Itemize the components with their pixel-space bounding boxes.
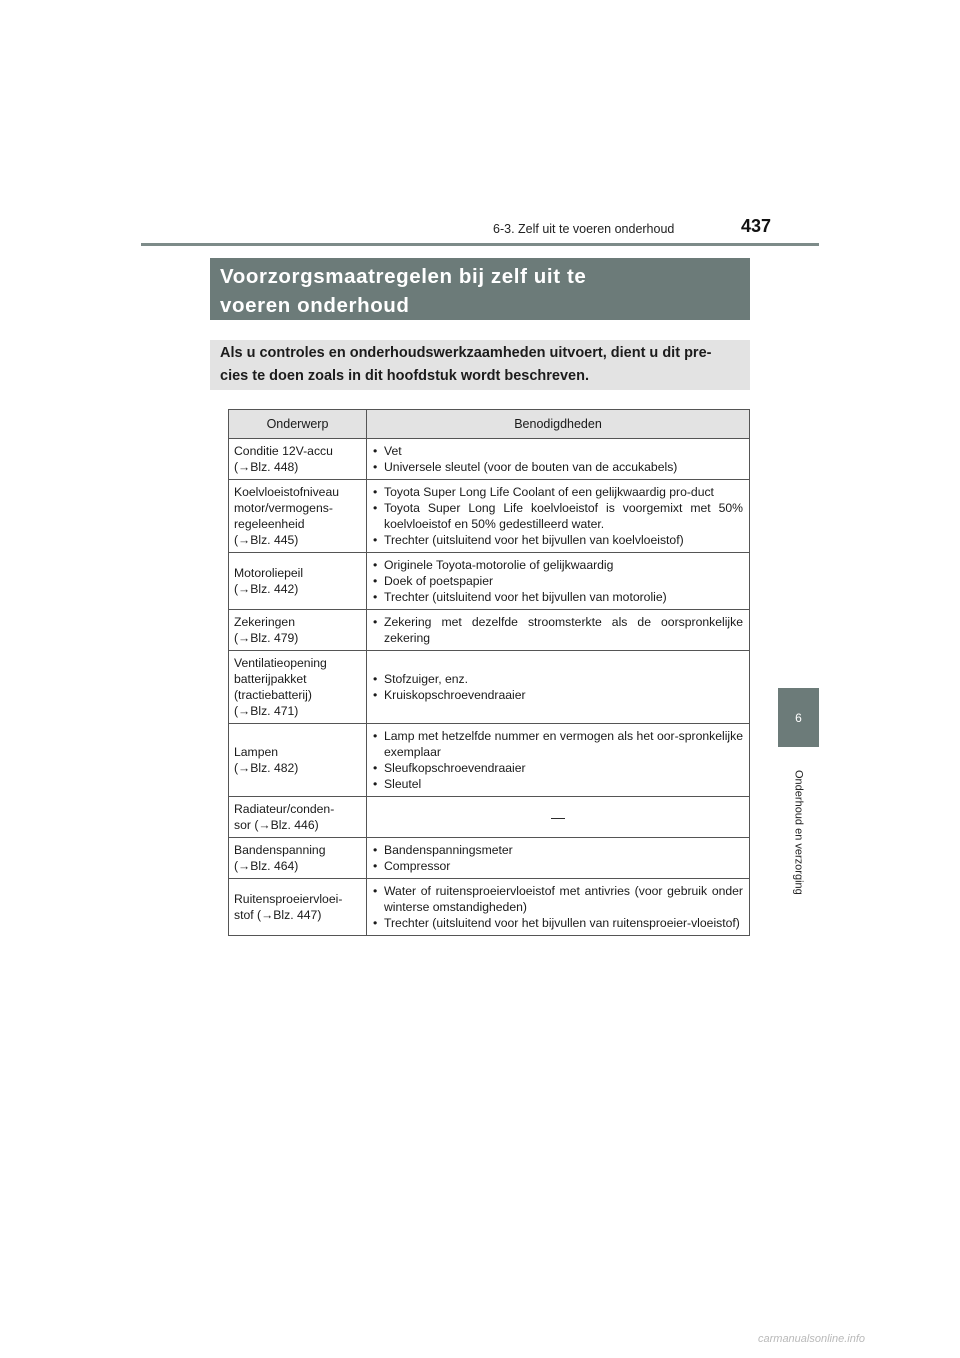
requirements-list [373,557,743,605]
chapter-label-text: Onderhoud en verzorging [792,769,805,895]
watermark: carmanualsonline.info [758,1333,866,1345]
list-item: • Toyota Super Long Life koelvloeistof is voorgemixt met 50% koelvloeistof en 50% gedestilleerd water. [373,500,743,532]
list-item: • Kruiskopschroevendraaier [373,687,743,703]
table-row [229,439,750,480]
requirements-list [373,842,743,874]
requirements-cell [367,724,750,797]
requirements-cell [367,480,750,553]
subject-line: (→Blz. 479) [234,631,299,645]
list-item: • Sleutel [373,776,743,792]
subject-line: Lampen [234,745,279,759]
requirements-list [373,883,743,931]
list-item: • Bandenspanningsmeter [373,842,743,858]
table-row [229,797,750,838]
list-item: • Trechter (uitsluitend voor het bijvullen van ruitensproeier-vloeistof) [373,915,743,931]
chapter-number: 6 [795,710,802,725]
intro-line: Als u controles en onderhoudswerkzaamheden uitvoert, dient u dit pre- [220,345,712,361]
subject-line: sor (→Blz. 446) [234,818,319,832]
column-header-subject: Onderwerp [229,410,367,439]
requirements-list [373,443,743,475]
subject-line: Bandenspanning [234,843,326,857]
requirements-cell [367,553,750,610]
chapter-tab [778,688,819,747]
requirements-cell [367,610,750,651]
subject-cell [229,610,367,651]
table-row [229,879,750,936]
table-row [229,480,750,553]
requirements-cell [367,439,750,480]
not-applicable-mark: — [551,808,565,825]
list-item: • Trechter (uitsluitend voor het bijvullen van motorolie) [373,589,743,605]
requirements-cell [367,651,750,724]
header-divider [141,243,819,246]
subject-line: motor/vermogens- [234,501,333,515]
table-row [229,553,750,610]
list-item: • Universele sleutel (voor de bouten van de accukabels) [373,459,743,475]
list-item: • Compressor [373,858,743,874]
subject-cell [229,439,367,480]
subject-line: (tractiebatterij) [234,688,312,702]
list-item: • Sleufkopschroevendraaier [373,760,743,776]
section-title-line: voeren onderhoud [220,294,410,317]
requirements-list [373,484,743,548]
subject-cell [229,797,367,838]
table-row [229,651,750,724]
requirements-list [373,614,743,646]
list-item: • Toyota Super Long Life Coolant of een gelijkwaardig pro-duct [373,484,743,500]
table-row [229,838,750,879]
subject-cell [229,480,367,553]
subject-line: batterijpakket [234,672,307,686]
subject-line: Ruitensproeiervloei- [234,892,343,906]
subject-line: (→Blz. 445) [234,533,299,547]
table-header-row [229,410,750,439]
list-item: • Zekering met dezelfde stroomsterkte als de oorspronkelijke zekering [373,614,743,646]
subject-cell [229,879,367,936]
table-row [229,724,750,797]
subject-line: (→Blz. 442) [234,582,299,596]
section-title [210,258,750,320]
requirements-cell [367,797,750,838]
running-header-section: 6-3. Zelf uit te voeren onderhoud [493,222,675,236]
subject-line: (→Blz. 471) [234,704,299,718]
subject-line: (→Blz. 482) [234,761,299,775]
subject-line: (→Blz. 464) [234,859,299,873]
subject-cell [229,651,367,724]
column-header-requirements: Benodigdheden [367,410,750,439]
requirements-list [373,728,743,792]
table-body [229,439,750,936]
list-item: • Stofzuiger, enz. [373,671,743,687]
subject-line: Koelvloeistofniveau [234,485,340,499]
subject-cell [229,724,367,797]
list-item: • Originele Toyota-motorolie of gelijkwaardig [373,557,743,573]
subject-line: stof (→Blz. 447) [234,908,322,922]
requirements-cell [367,838,750,879]
list-item: • Doek of poetspapier [373,573,743,589]
page-number: 437 [741,216,772,236]
subject-line: Conditie 12V-accu [234,444,333,458]
intro-line: cies te doen zoals in dit hoofdstuk wordt beschreven. [220,368,590,384]
table-row [229,610,750,651]
list-item: • Trechter (uitsluitend voor het bijvullen van koelvloeistof) [373,532,743,548]
intro-box [210,340,750,390]
maintenance-tools-table [228,409,750,936]
subject-line: regeleenheid [234,517,305,531]
list-item: • Water of ruitensproeiervloeistof met antivries (voor gebruik onder winterse omstandigheden) [373,883,743,915]
requirements-cell [367,879,750,936]
subject-line: Zekeringen [234,615,295,629]
chapter-label [778,752,819,912]
section-title-line: Voorzorgsmaatregelen bij zelf uit te [220,265,587,288]
requirements-list [373,671,743,703]
list-item: • Vet [373,443,743,459]
subject-line: Radiateur/conden- [234,802,335,816]
subject-line: (→Blz. 448) [234,460,299,474]
subject-cell [229,553,367,610]
subject-line: Ventilatieopening [234,656,327,670]
subject-cell [229,838,367,879]
list-item: • Lamp met hetzelfde nummer en vermogen als het oor-spronkelijke exemplaar [373,728,743,760]
subject-line: Motoroliepeil [234,566,304,580]
